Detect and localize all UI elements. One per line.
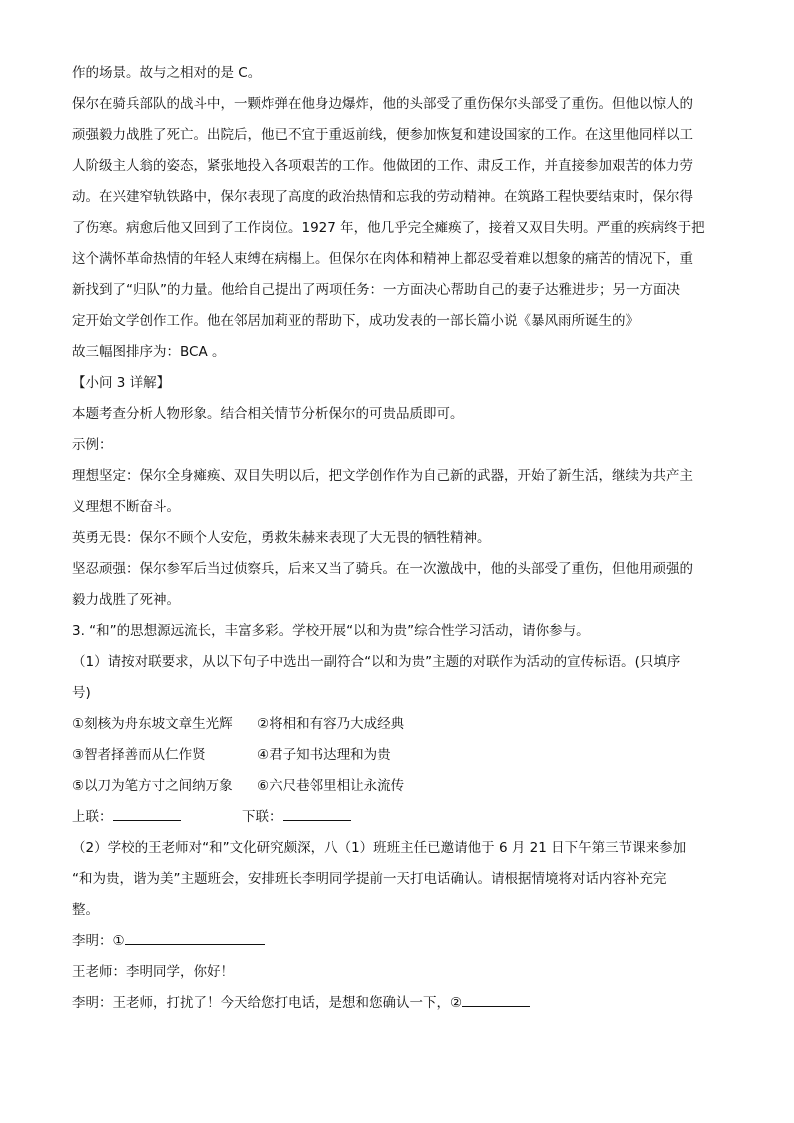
text-line: “和为贵，谐为美”主题班会，安排班长李明同学提前一天打电话确认。请根据情境将对话内容补充完	[72, 871, 667, 887]
text-line: 顽强毅力战胜了死亡。出院后，他已不宜于重返前线，便参加恢复和建设国家的工作。在这里他同样以工	[72, 127, 693, 143]
choice-item: ⑥六尺巷邻里相让永流传	[257, 778, 405, 794]
text-line: 定开始文学创作工作。他在邻居加莉亚的帮助下，成功发表的一部长篇小说《暴风雨所诞生的》	[72, 313, 639, 329]
answer-blank[interactable]	[283, 806, 351, 821]
text-line: 号)	[72, 685, 91, 701]
choice-item: ④君子知书达理和为贵	[257, 747, 391, 763]
text-line: 新找到了“归队”的力量。他给自己提出了两项任务：一方面决心帮助自己的妻子达雅进步；另一方面决	[72, 282, 680, 298]
text-line: （2）学校的王老师对“和”文化研究颇深，八（1）班班主任已邀请他于 6 月 21 日下午第三节课来参加	[72, 840, 687, 856]
text-line: 英勇无畏：保尔不顾个人安危，勇救朱赫来表现了大无畏的牺牲精神。	[72, 530, 491, 546]
document-page	[72, 58, 722, 1019]
text-line: 保尔在骑兵部队的战斗中，一颗炸弹在他身边爆炸，他的头部受了重伤保尔头部受了重伤。但他以惊人的	[72, 96, 693, 112]
answer-blank[interactable]	[113, 806, 181, 821]
text-line: 了伤寒。病愈后他又回到了工作岗位。1927 年，他几乎完全瘫痪了，接着又双目失明。严重的疾病终于把	[72, 220, 705, 236]
choice-row	[72, 740, 722, 771]
answer-blank[interactable]	[125, 930, 265, 945]
text-line: 故三幅图排序为：BCA 。	[72, 344, 226, 360]
text-line: 人阶级主人翁的姿态，紧张地投入各项艰苦的工作。他做团的工作、肃反工作，并直接参加艰苦的体力劳	[72, 158, 693, 174]
dialog-line-liming-1: 李明：①	[72, 926, 722, 957]
text-line: 这个满怀革命热情的年轻人束缚在病榻上。但保尔在肉体和精神上都忍受着难以想象的痛苦的情况下，重	[72, 251, 693, 267]
text-line: 整。	[72, 902, 99, 918]
choice-item: ③智者择善而从仁作贤	[72, 747, 206, 763]
section-heading: 【小问 3 详解】	[72, 375, 171, 391]
text-line: 本题考查分析人物形象。结合相关情节分析保尔的可贵品质即可。	[72, 406, 464, 422]
dialog-line-liming-2: 李明：王老师，打扰了！今天给您打电话，是想和您确认一下，②	[72, 988, 722, 1019]
text-line: 示例：	[72, 437, 113, 453]
lower-couplet-field[interactable]: 下联：	[242, 802, 351, 833]
dialog-line-wang-1: 王老师：李明同学，你好！	[72, 964, 234, 980]
question-title: 3. “和”的思想源远流长，丰富多彩。学校开展“以和为贵”综合性学习活动，请你参与。	[72, 623, 590, 639]
text-line: 动。在兴建窄轨铁路中，保尔表现了高度的政治热情和忘我的劳动精神。在筑路工程快要结束时，保尔得	[72, 189, 693, 205]
couplet-answer-row	[72, 802, 722, 833]
text-line: 作的场景。故与之相对的是 C。	[72, 65, 262, 81]
choice-row	[72, 771, 722, 802]
choice-row	[72, 709, 722, 740]
text-line: 义理想不断奋斗。	[72, 499, 180, 515]
choice-item: ①刻核为舟东坡文章生光辉	[72, 716, 233, 732]
choice-item: ②将相和有容乃大成经典	[257, 716, 405, 732]
upper-couplet-field[interactable]: 上联：	[72, 802, 242, 833]
text-line: 理想坚定：保尔全身瘫痪、双目失明以后，把文学创作作为自己新的武器，开始了新生活，继续为共产主	[72, 468, 693, 484]
choice-item: ⑤以刀为笔方寸之间纳万象	[72, 778, 233, 794]
text-line: 毅力战胜了死神。	[72, 592, 180, 608]
answer-blank[interactable]	[462, 992, 530, 1007]
text-line: 坚忍顽强：保尔参军后当过侦察兵，后来又当了骑兵。在一次激战中，他的头部受了重伤，但他用顽强的	[72, 561, 693, 577]
text-line: （1）请按对联要求，从以下句子中选出一副符合“以和为贵”主题的对联作为活动的宣传标语。(只填序	[72, 654, 681, 670]
